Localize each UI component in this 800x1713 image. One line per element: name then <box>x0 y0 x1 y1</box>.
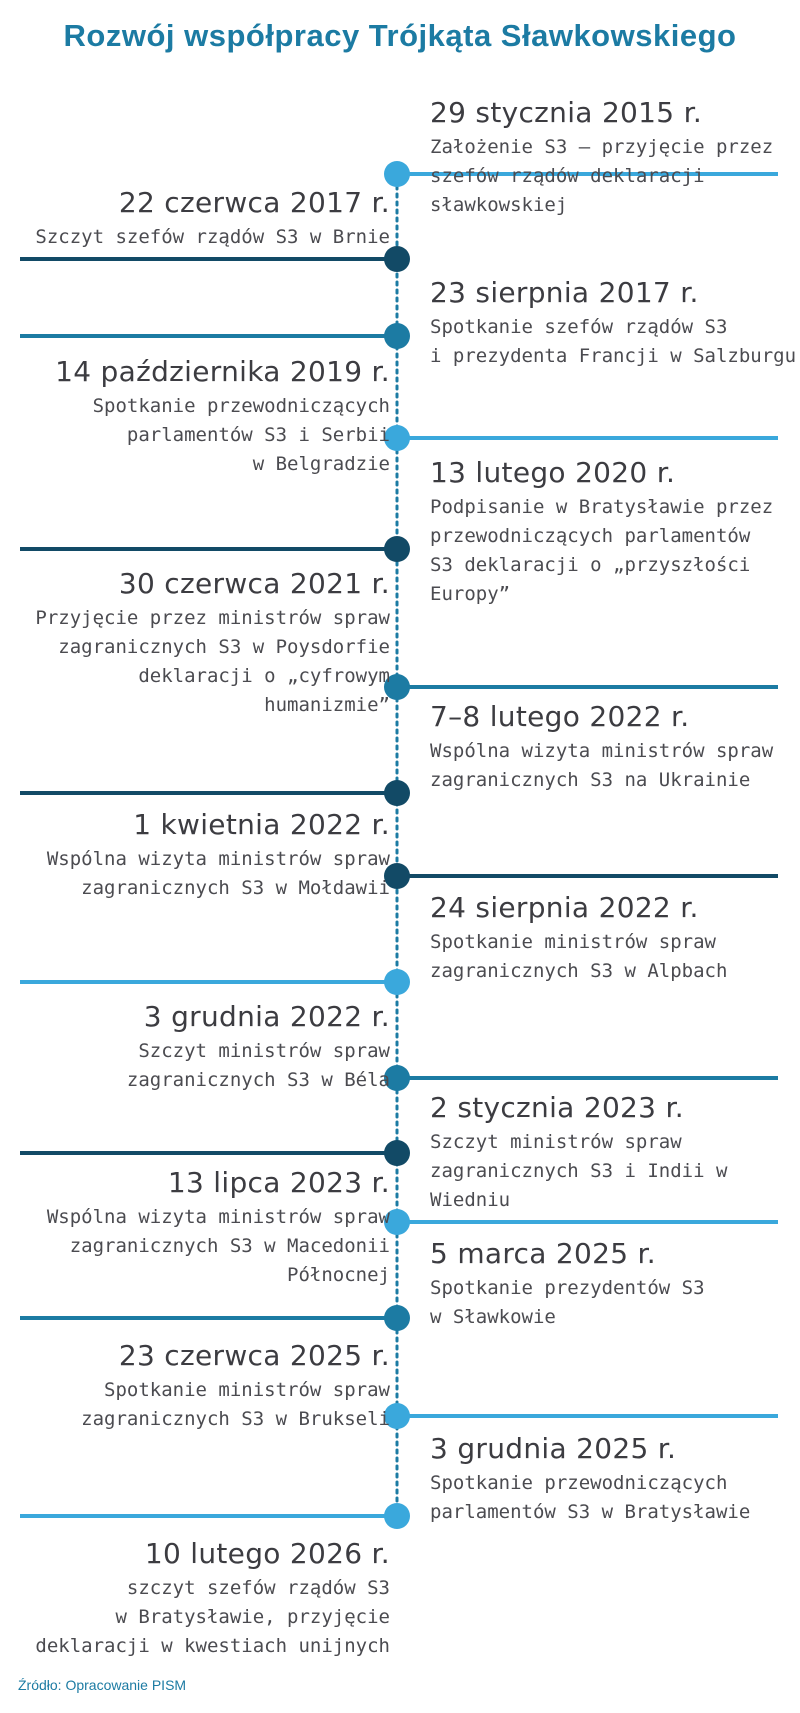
event-date: 3 grudnia 2022 r. <box>143 1000 390 1033</box>
timeline-event <box>430 1091 800 1215</box>
event-date: 13 lutego 2020 r. <box>430 456 676 489</box>
timeline-node <box>384 323 410 349</box>
timeline-node <box>384 969 410 995</box>
event-date: 2 stycznia 2023 r. <box>430 1091 684 1124</box>
event-description: Spotkanie ministrów spraw zagranicznych S3 w Alpbach <box>430 931 728 982</box>
timeline-event <box>10 1000 390 1095</box>
timeline-event <box>430 96 800 220</box>
event-description: Spotkanie przewodniczących parlamentów S3 i Serbii w Belgradzie <box>92 395 390 475</box>
event-date: 24 sierpnia 2022 r. <box>430 891 699 924</box>
event-description: Wspólna wizyta ministrów spraw zagranicznych S3 na Ukrainie <box>430 740 774 791</box>
timeline-event <box>430 1432 800 1527</box>
timeline-event <box>430 1237 800 1332</box>
event-date: 3 grudnia 2025 r. <box>430 1432 677 1465</box>
timeline-event <box>10 355 390 479</box>
event-description: Podpisanie w Bratysławie przez przewodniczących parlamentów S3 deklaracji o „przyszłości Europy” <box>430 496 774 605</box>
timeline-event <box>10 1537 390 1661</box>
event-date: 14 października 2019 r. <box>55 355 390 388</box>
timeline-node <box>384 161 410 187</box>
timeline-event <box>10 1166 390 1290</box>
timeline-event <box>10 1339 390 1434</box>
event-description: Spotkanie prezydentów S3 w Sławkowie <box>430 1277 705 1328</box>
event-description: Szczyt ministrów spraw zagranicznych S3 i Indii w Wiedniu <box>430 1131 728 1211</box>
event-description: Szczyt szefów rządów S3 w Brnie <box>35 226 390 248</box>
event-description: Spotkanie szefów rządów S3 i prezydenta Francji w Salzburgu <box>430 316 797 367</box>
timeline-node <box>384 1503 410 1529</box>
event-description: Szczyt ministrów spraw zagranicznych S3 w Béla <box>126 1040 390 1091</box>
timeline-node <box>384 780 410 806</box>
event-date: 1 kwietnia 2022 r. <box>133 808 390 841</box>
timeline-node <box>384 536 410 562</box>
event-date: 10 lutego 2026 r. <box>144 1537 390 1570</box>
event-description: Przyjęcie przez ministrów spraw zagranicznych S3 w Poysdorfie deklaracji o „cyfrowym humanizmie” <box>35 607 390 716</box>
source-note: Źródło: Opracowanie PISM <box>18 1677 187 1693</box>
timeline-event <box>10 808 390 903</box>
page-title: Rozwój współpracy Trójkąta Sławkowskiego <box>63 18 737 53</box>
event-date: 5 marca 2025 r. <box>430 1237 656 1270</box>
event-description: szczyt szefów rządów S3 w Bratysławie, przyjęcie deklaracji w kwestiach unijnych <box>35 1577 390 1657</box>
event-date: 29 stycznia 2015 r. <box>430 96 703 129</box>
event-description: Wspólna wizyta ministrów spraw zagranicznych S3 w Mołdawii <box>46 848 390 899</box>
timeline-node <box>384 1140 410 1166</box>
timeline-event <box>10 567 390 720</box>
event-date: 7–8 lutego 2022 r. <box>430 700 690 733</box>
event-date: 22 czerwca 2017 r. <box>118 186 390 219</box>
event-date: 23 czerwca 2025 r. <box>118 1339 390 1372</box>
timeline-event <box>430 891 800 986</box>
timeline-event <box>430 456 800 609</box>
event-description: Wspólna wizyta ministrów spraw zagranicznych S3 w Macedonii Północnej <box>46 1206 390 1286</box>
timeline-event <box>10 186 390 252</box>
event-date: 13 lipca 2023 r. <box>167 1166 390 1199</box>
event-date: 30 czerwca 2021 r. <box>118 567 390 600</box>
timeline-event <box>430 276 800 371</box>
timeline-event <box>430 700 800 795</box>
event-description: Założenie S3 – przyjęcie przez szefów rządów deklaracji sławkowskiej <box>430 136 774 216</box>
event-description: Spotkanie ministrów spraw zagranicznych S3 w Brukseli <box>81 1379 390 1430</box>
event-description: Spotkanie przewodniczących parlamentów S3 w Bratysławie <box>430 1472 751 1523</box>
event-date: 23 sierpnia 2017 r. <box>430 276 699 309</box>
timeline-node <box>384 1305 410 1331</box>
